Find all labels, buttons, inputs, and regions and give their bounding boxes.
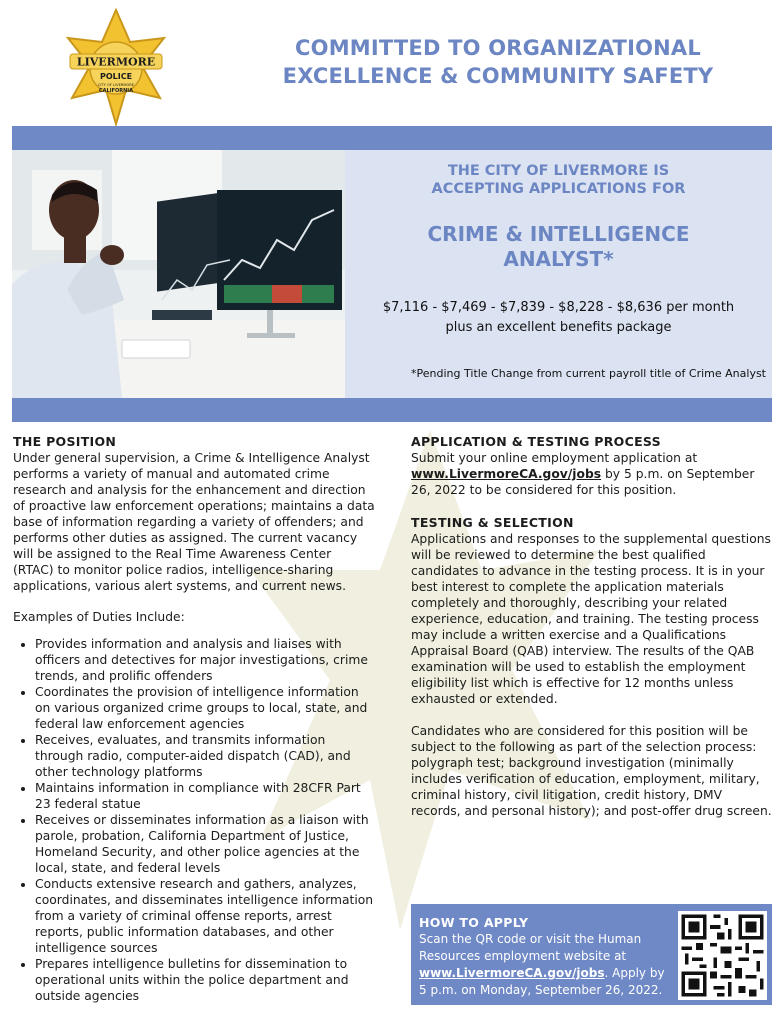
- lead-line-1: THE CITY OF LIVERMORE IS: [447, 163, 670, 179]
- qr-code-icon[interactable]: [678, 911, 767, 1000]
- how-text-after: . Apply by 5 p.m. on Monday, September 26, 2022.: [419, 966, 665, 997]
- title-change-note: *Pending Title Change from current payroll title of Crime Analyst: [411, 367, 766, 380]
- salary-range: $7,116 - $7,469 - $7,839 - $8,228 - $8,636 per month: [382, 300, 735, 315]
- position-description: Under general supervision, a Crime & Intelligence Analyst performs a variety of manual and automated crime research and analysis for the enhancement and direction of proactive law enforcement operations; maintains a data base of information regarding a variety of offenders; and performs other duties as assigned. The current vacancy will be assigned to the Real Time Awareness Center (RTAC) to monitor police radios, intelligence-sharing applications, various alert systems, and current news.: [13, 451, 375, 593]
- benefits-note: plus an excellent benefits package: [445, 320, 672, 335]
- headline-line-2: EXCELLENCE & COMMUNITY SAFETY: [282, 64, 714, 88]
- announcement-lead: [345, 162, 772, 198]
- top-accent-bar: [12, 126, 772, 150]
- testing-paragraph-1: Applications and responses to the supplemental questions will be reviewed to determine the best qualified candidates to advance in the testing process. It is in your best interest to complete the application materials completely and thoroughly, describing your related experience, education, and training. The testing process may include a written exercise and a Qualifications Appraisal Board (QAB) interview. The results of the QAB examination will be used to establish the employment eligibility list which is effective for 12 months unless exhausted or extended.: [411, 532, 771, 706]
- badge-livermore-text: LIVERMORE: [76, 55, 156, 69]
- how-to-apply-body: [419, 931, 671, 999]
- police-star-badge-icon: [62, 8, 170, 126]
- position-heading: THE POSITION: [13, 434, 117, 449]
- duty-item: • Conducts extensive research and gathers, analyzes, coordinates, and disseminates intelligence information from a variety of criminal offense reports, arrest reports, public information databases, and other intelligence sources: [35, 876, 375, 956]
- application-text-after: by 5 p.m. on September 26, 2022 to be considered for this position.: [411, 467, 755, 497]
- how-text-before: Scan the QR code or visit the Human Resources employment website at: [419, 932, 642, 963]
- testing-paragraph-2: Candidates who are considered for this position will be subject to the following as part of the selection process: polygraph test; background investigation (minimally includes verification of education, employment, military, criminal history, civil litigation, credit history, DMV records, and personal history); and post-offer drug screen.: [411, 724, 772, 818]
- how-to-apply-heading: HOW TO APPLY: [419, 915, 529, 930]
- job-title-line-2: ANALYST*: [503, 247, 614, 271]
- analyst-photo: [12, 150, 345, 398]
- application-heading: APPLICATION & TESTING PROCESS: [411, 434, 661, 449]
- how-to-apply-text: [419, 914, 671, 999]
- duty-item: • Provides information and analysis and liaises with officers and detectives for major investigations, crime trends, and prolific offenders: [35, 636, 375, 684]
- page-headline: [248, 34, 748, 90]
- badge-state-text: CALIFORNIA: [98, 88, 134, 94]
- duty-item: • Coordinates the provision of intelligence information on various organized crime groups to local, state, and federal law enforcement agencies: [35, 684, 375, 732]
- salary-info: [345, 298, 772, 338]
- position-section: [13, 434, 375, 1004]
- headline-line-1: COMMITTED TO ORGANIZATIONAL: [295, 36, 701, 60]
- duties-intro: Examples of Duties Include:: [13, 610, 185, 624]
- testing-heading: TESTING & SELECTION: [411, 515, 574, 530]
- application-section: [411, 434, 773, 819]
- badge-police-text: POLICE: [99, 72, 133, 81]
- job-announcement-panel: [345, 150, 772, 398]
- bottom-accent-bar: [12, 398, 772, 422]
- jobs-link[interactable]: www.LivermoreCA.gov/jobs: [411, 467, 602, 481]
- how-jobs-link[interactable]: www.LivermoreCA.gov/jobs: [419, 966, 605, 980]
- duty-item: • Receives, evaluates, and transmits information through radio, computer-aided dispatch (CAD), and other technology platforms: [35, 732, 375, 780]
- duty-item: • Receives or disseminates information as a liaison with parole, probation, California Department of Justice, Homeland Security, and other police agencies at the local, state, and federal levels: [35, 812, 375, 876]
- duty-item: • Maintains information in compliance with 28CFR Part 23 federal statue: [35, 780, 375, 812]
- job-title-line-1: CRIME & INTELLIGENCE: [427, 222, 690, 246]
- application-text-before: Submit your online employment application at: [411, 451, 698, 465]
- badge-city-text: CITY OF LIVERMORE: [97, 83, 135, 87]
- duties-list: [13, 636, 375, 1004]
- job-title: [345, 222, 772, 272]
- how-to-apply-box: [411, 904, 772, 1005]
- lead-line-2: ACCEPTING APPLICATIONS FOR: [431, 181, 686, 197]
- application-text: [411, 450, 773, 498]
- duty-item: • Prepares intelligence bulletins for dissemination to operational units within the police department and outside agencies: [35, 956, 375, 1004]
